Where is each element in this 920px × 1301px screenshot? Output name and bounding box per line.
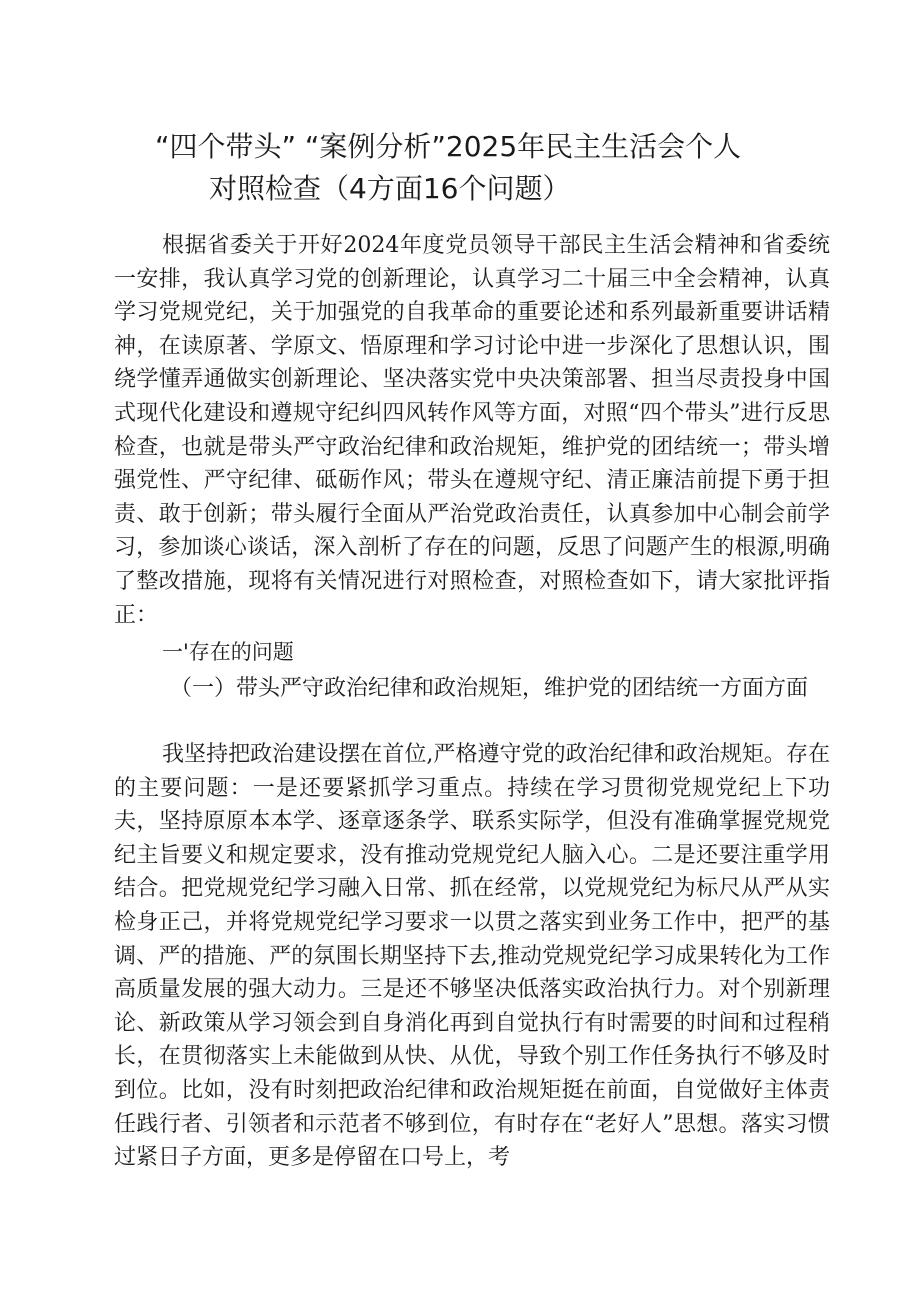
section-heading: 一'存在的问题 [162, 640, 294, 664]
subsection-heading: （一）带头严守政治纪律和政治规矩，维护党的团结统一方面方面 [170, 676, 809, 701]
intro-paragraph: 根据省委关于开好2024年度党员领导干部民主生活会精神和省委统一安排，我认真学习党的创新理论，认真学习二十届三中全会精神，认真学习党规党纪，关于加强党的自我革命的重要论述和系列最新重要讲话精神，在读原著、学原文、悟原理和学习讨论中进一步深化了思想认识，围绕学懂弄通做实创新理论、坚决落实党中央决策部署、担当尽责投身中国式现代化建设和遵规守纪纠四风转作风等方面，对照“四个带头”进行反思检查，也就是带头严守政治纪律和政治规矩，维护党的团结统一；带头增强党性、严守纪律、砥砺作风；带头在遵规守纪、清正廉洁前提下勇于担责、敢于创新；带头履行全面从严治党政治责任，认真参加中心制会前学习，参加谈心谈话，深入剖析了存在的问题，反思了问题产生的根源,明确了整改措施，现将有关情况进行对照检查，对照检查如下，请大家批评指正： [114, 233, 830, 628]
title-line-1: “四个带头” “案例分析”2025年民主生活会个人 [155, 130, 742, 163]
title-line-2: 对照检查（4方面16个问题） [209, 172, 571, 205]
body-paragraph: 我坚持把政治建设摆在首位,严格遵守党的政治纪律和政治规矩。存在的主要问题：一是还要紧抓学习重点。持续在学习贯彻党规党纪上下功夫，坚持原原本本学、逐章逐条学、联系实际学，但没有准确掌握党规党纪主旨要义和规定要求，没有推动党规党纪人脑入心。二是还要注重学用结合。把党规党纪学习融入日常、抓在经常，以党规党纪为标尺从严从实检身正己，并将党规党纪学习要求一以贯之落实到业务工作中，把严的基调、严的措施、严的氛围长期坚持下去,推动党规党纪学习成果转化为工作高质量发展的强大动力。三是还不够坚决低落实政治执行力。对个别新理论、新政策从学习领会到自身消化再到自觉执行有时需要的时间和过程稍长，在贯彻落实上未能做到从快、从优，导致个别工作任务执行不够及时到位。比如，没有时刻把政治纪律和政治规矩挺在前面，自觉做好主体责任践行者、引领者和示范者不够到位，有时存在“老好人”思想。落实习惯过紧日子方面，更多是停留在口号上，考 [114, 742, 830, 1171]
document-title [115, 126, 835, 210]
